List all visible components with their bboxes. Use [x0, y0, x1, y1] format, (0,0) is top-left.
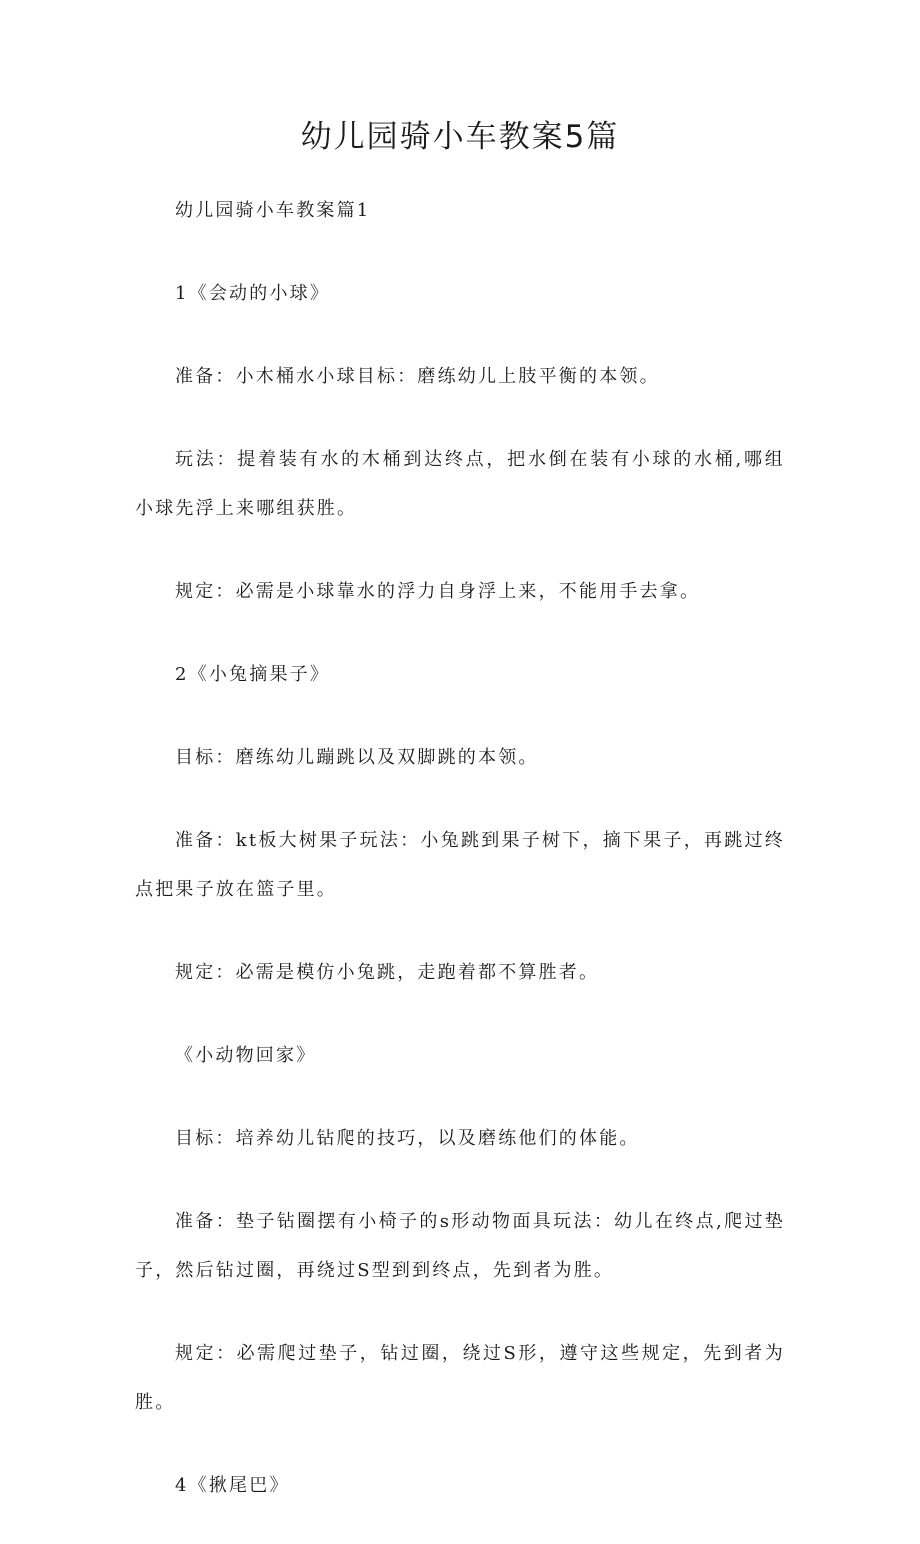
- section-heading: 幼儿园骑小车教案篇1: [175, 200, 371, 221]
- document-title: 幼儿园骑小车教案5篇: [300, 119, 620, 155]
- paragraph: 目标：磨练幼儿蹦跳以及双脚跳的本领。: [175, 747, 539, 768]
- game-title: 1《会动的小球》: [175, 283, 331, 304]
- paragraph: 准备：kt板大树果子玩法：小兔跳到果子树下，摘下果子，再跳过终点把果子放在篮子里。: [135, 830, 785, 900]
- paragraph: 目标：培养幼儿钻爬的技巧，以及磨练他们的体能。: [175, 1128, 640, 1149]
- game-title: 《小动物回家》: [175, 1045, 317, 1066]
- paragraph: 规定：必需是小球靠水的浮力自身浮上来，不能用手去拿。: [175, 581, 701, 602]
- paragraph: 准备：垫子钻圈摆有小椅子的s形动物面具玩法：幼儿在终点,爬过垫子，然后钻过圈，再绕过S型到到终点，先到者为胜。: [135, 1211, 785, 1281]
- document-body: [135, 186, 785, 1544]
- game-title: 4《揪尾巴》: [175, 1475, 290, 1496]
- paragraph: 准备：小木桶水小球目标：磨练幼儿上肢平衡的本领。: [175, 366, 660, 387]
- paragraph: 规定：必需爬过垫子，钻过圈，绕过S形，遵守这些规定，先到者为胜。: [135, 1343, 785, 1413]
- paragraph: 规定：必需是模仿小兔跳，走跑着都不算胜者。: [175, 962, 600, 983]
- paragraph: 玩法：提着装有水的木桶到达终点，把水倒在装有小球的水桶,哪组小球先浮上来哪组获胜。: [135, 449, 785, 519]
- game-title: 2《小兔摘果子》: [175, 664, 331, 685]
